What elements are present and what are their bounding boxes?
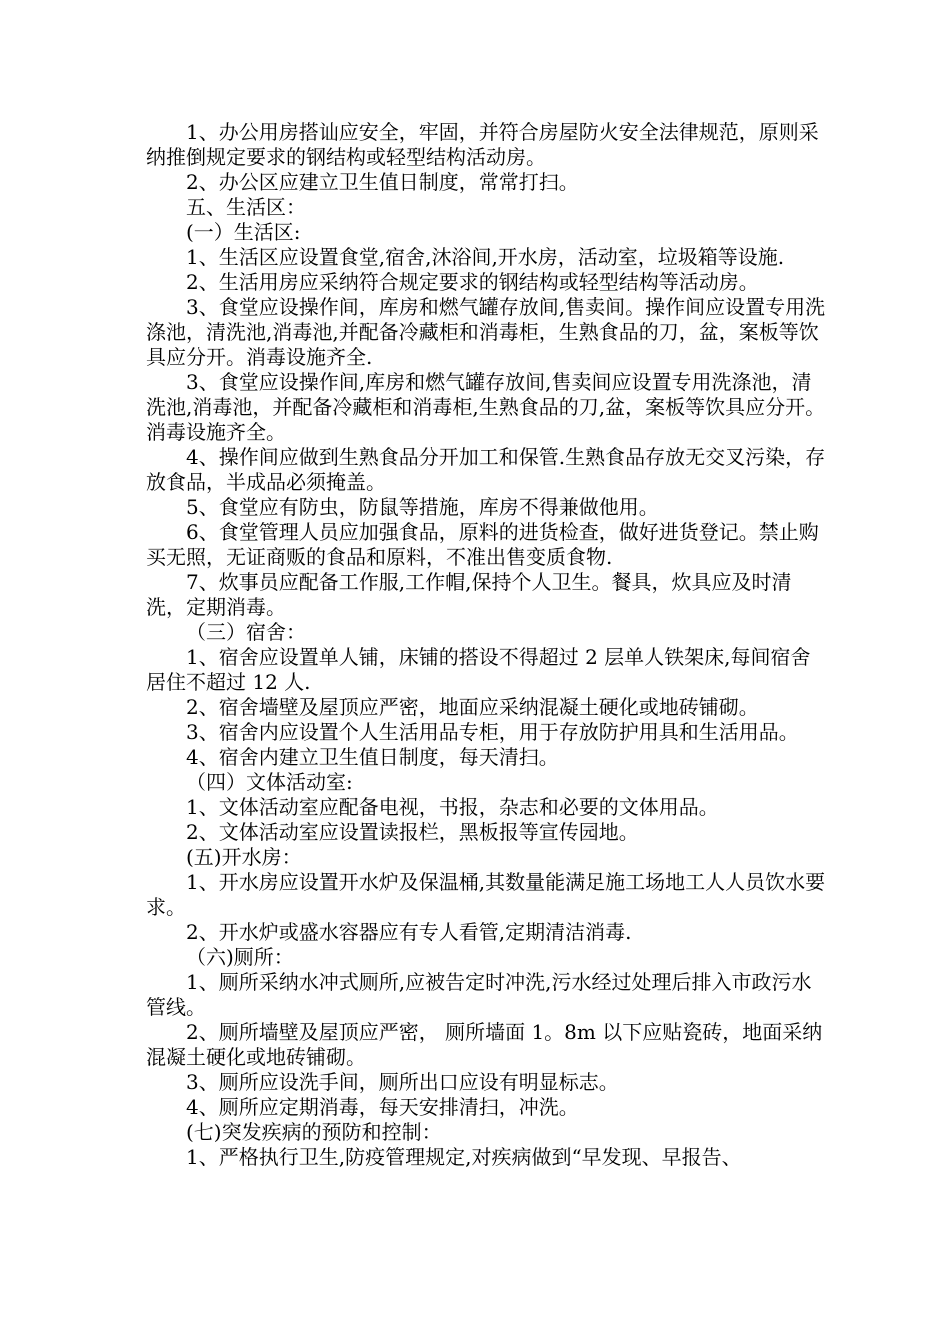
paragraph: 4、操作间应做到生熟食品分开加工和保管.生熟食品存放无交叉污染，存放食品，半成品必须掩盖。 [146, 445, 826, 494]
paragraph: 2、生活用房应采纳符合规定要求的钢结构或轻型结构等活动房。 [186, 270, 759, 294]
paragraph: 1、严格执行卫生,防疫管理规定,对疾病做到“早发现、早报告、 [186, 1145, 742, 1169]
paragraph: 1、开水房应设置开水炉及保温桶,其数量能满足施工场地工人人员饮水要求。 [146, 870, 826, 919]
paragraph: 5、食堂应有防虫，防鼠等措施，库房不得兼做他用。 [186, 495, 659, 519]
paragraph: 1、宿舍应设置单人铺，床铺的搭设不得超过 2 层单人铁架床,每间宿舍居住不超过 12 人. [146, 645, 811, 694]
subsection-heading: (五)开水房： [186, 845, 302, 869]
paragraph: 2、厕所墙壁及屋顶应严密， 厕所墙面 1。8m 以下应贴瓷砖，地面采纳混凝土硬化或地砖铺砌。 [146, 1020, 823, 1069]
document-body [146, 120, 826, 1170]
paragraph: 6、食堂管理人员应加强食品，原料的进货检查，做好进货登记。禁止购买无照，无证商贩的食品和原料，不准出售变质食物. [146, 520, 819, 569]
section-heading: 五、生活区： [186, 195, 306, 219]
paragraph: 2、文体活动室应设置读报栏，黑板报等宣传园地。 [186, 820, 639, 844]
subsection-heading: (一）生活区: [186, 220, 301, 244]
paragraph: 1、生活区应设置食堂,宿舍,沐浴间,开水房，活动室，垃圾箱等设施. [186, 245, 785, 269]
paragraph: 3、宿舍内应设置个人生活用品专柜，用于存放防护用具和生活用品。 [186, 720, 799, 744]
paragraph: 3、厕所应设洗手间，厕所出口应设有明显标志。 [186, 1070, 619, 1094]
subsection-heading: （六)厕所： [186, 945, 294, 969]
paragraph: 1、文体活动室应配备电视，书报，杂志和必要的文体用品。 [186, 795, 719, 819]
paragraph: 2、宿舍墙壁及屋顶应严密，地面应采纳混凝土硬化或地砖铺砌。 [186, 695, 759, 719]
paragraph: 3、食堂应设操作间，库房和燃气罐存放间,售卖间。操作间应设置专用洗涤池，清洗池,消毒池,并配备冷藏柜和消毒柜，生熟食品的刀，盆，案板等饮具应分开。消毒设施齐全. [146, 295, 826, 369]
paragraph: 1、厕所采纳水冲式厕所,应被告定时冲洗,污水经过处理后排入市政污水管线。 [146, 970, 812, 1019]
paragraph: 2、开水炉或盛水容器应有专人看管,定期清洁消毒. [186, 920, 632, 944]
paragraph: 7、炊事员应配备工作服,工作帽,保持个人卫生。餐具，炊具应及时清洗，定期消毒。 [146, 570, 792, 619]
paragraph: 4、宿舍内建立卫生值日制度，每天清扫。 [186, 745, 559, 769]
paragraph: 1、办公用房搭讪应安全，牢固，并符合房屋防火安全法律规范，原则采纳推倒规定要求的钢结构或轻型结构活动房。 [146, 120, 819, 169]
paragraph: 2、办公区应建立卫生值日制度，常常打扫。 [186, 170, 579, 194]
paragraph: 3、食堂应设操作间,库房和燃气罐存放间,售卖间应设置专用洗涤池，清洗池,消毒池，并配备冷藏柜和消毒柜,生熟食品的刀,盆，案板等饮具应分开。消毒设施齐全。 [146, 370, 826, 444]
subsection-heading: （四）文体活动室: [186, 770, 353, 794]
subsection-heading: (七)突发疾病的预防和控制： [186, 1120, 442, 1144]
subsection-heading: （三）宿舍： [186, 620, 306, 644]
paragraph: 4、厕所应定期消毒，每天安排清扫，冲洗。 [186, 1095, 579, 1119]
